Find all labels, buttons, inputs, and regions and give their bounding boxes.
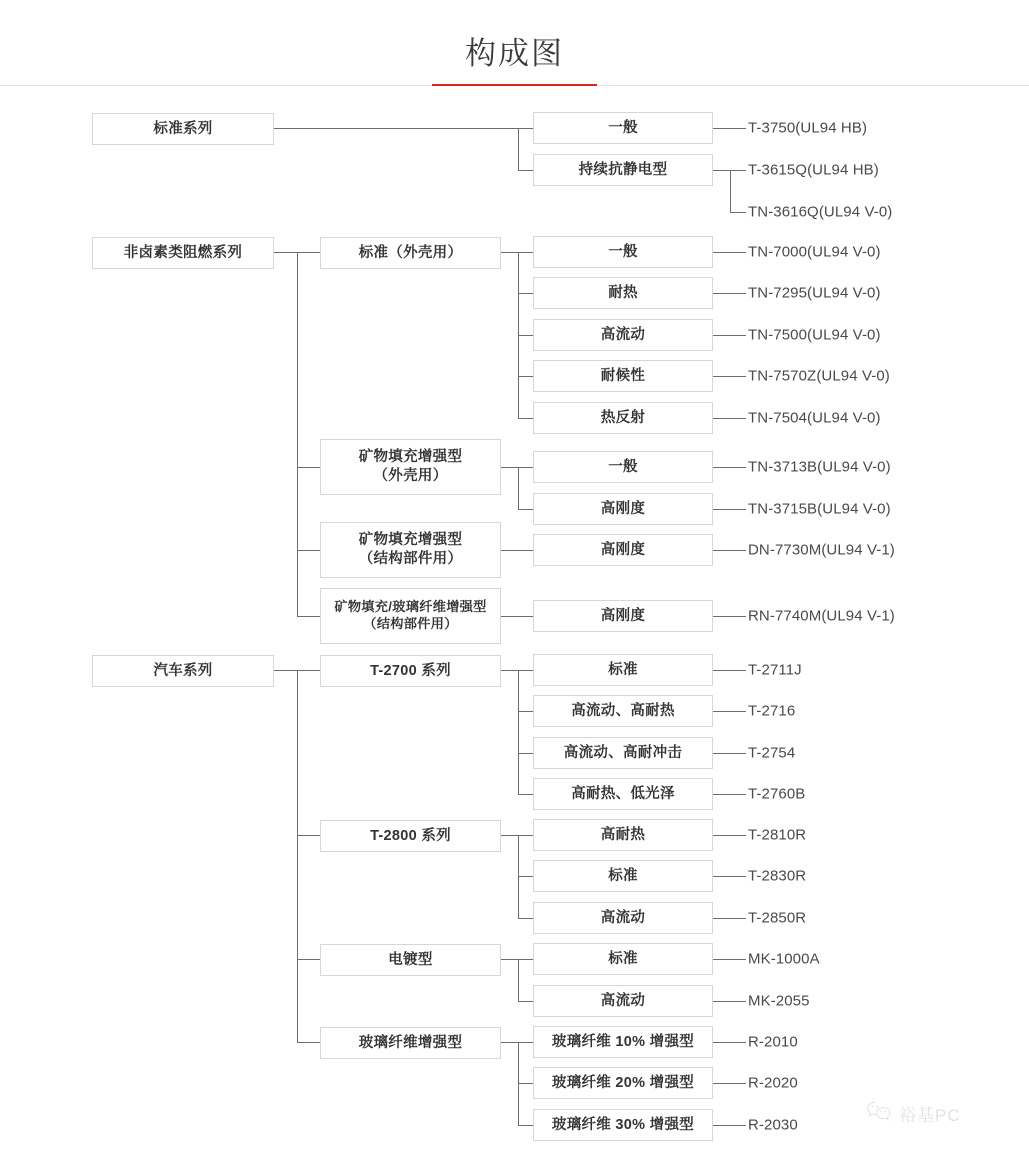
category-mf-gf-structural-rigidity[interactable]: 高刚度 [533, 600, 713, 632]
leaf-code: TN-3715B(UL94 V-0) [748, 500, 891, 518]
connector [518, 293, 533, 294]
group-label-standard-series[interactable]: 标准系列 [92, 113, 274, 145]
category-mf-structural-rigidity[interactable]: 高刚度 [533, 534, 713, 566]
watermark-text: 裕基PC [899, 1106, 961, 1125]
connector [713, 550, 746, 551]
connector [297, 616, 320, 617]
leaf-code: MK-2055 [748, 992, 810, 1010]
category-t2700-flow-heat[interactable]: 高流动、高耐热 [533, 695, 713, 727]
leaf-code: TN-3616Q(UL94 V-0) [748, 203, 893, 221]
connector [518, 170, 533, 171]
category-standard-antistatic[interactable]: 持续抗静电型 [533, 154, 713, 186]
leaf-code: TN-7000(UL94 V-0) [748, 243, 881, 261]
category-gf-20[interactable]: 玻璃纤维 20% 增强型 [533, 1067, 713, 1099]
connector [297, 1042, 320, 1043]
connector [518, 959, 519, 1001]
connector [501, 467, 533, 468]
leaf-code: R-2010 [748, 1033, 798, 1051]
category-mf-housing-general[interactable]: 一般 [533, 451, 713, 483]
connector [713, 670, 746, 671]
connector [501, 835, 533, 836]
leaf-code: MK-1000A [748, 950, 820, 968]
connector [501, 616, 533, 617]
connector [297, 835, 320, 836]
connector [730, 170, 731, 212]
connector [713, 918, 746, 919]
connector [713, 128, 746, 129]
connector [518, 1125, 533, 1126]
category-hf-high-flow[interactable]: 高流动 [533, 319, 713, 351]
category-t2700-heat-low-gloss[interactable]: 高耐热、低光泽 [533, 778, 713, 810]
leaf-code: T-2760B [748, 785, 806, 803]
connector [501, 1042, 533, 1043]
connector [501, 550, 533, 551]
category-t2800-flow[interactable]: 高流动 [533, 902, 713, 934]
leaf-code: RN-7740M(UL94 V-1) [748, 607, 895, 625]
category-standard-general[interactable]: 一般 [533, 112, 713, 144]
connector [518, 753, 533, 754]
connector [713, 509, 746, 510]
leaf-code: DN-7730M(UL94 V-1) [748, 541, 895, 559]
category-t2800-standard[interactable]: 标准 [533, 860, 713, 892]
subgroup-mineral-filled-housing[interactable]: 矿物填充增强型 （外壳用） [320, 439, 501, 495]
connector [713, 1042, 746, 1043]
connector [713, 1083, 746, 1084]
connector [713, 794, 746, 795]
subgroup-t-2700-series[interactable]: T-2700 系列 [320, 655, 501, 687]
leaf-code: TN-7295(UL94 V-0) [748, 284, 881, 302]
leaf-code: TN-7570Z(UL94 V-0) [748, 367, 890, 385]
subgroup-mineral-filled-structural[interactable]: 矿物填充增强型 （结构部件用） [320, 522, 501, 578]
connector [518, 918, 533, 919]
category-t2800-heat[interactable]: 高耐热 [533, 819, 713, 851]
connector [501, 670, 533, 671]
category-gf-30[interactable]: 玻璃纤维 30% 增强型 [533, 1109, 713, 1141]
subgroup-standard-housing[interactable]: 标准（外壳用） [320, 237, 501, 269]
connector [713, 753, 746, 754]
connector [713, 1001, 746, 1002]
connector [297, 550, 320, 551]
connector [713, 959, 746, 960]
connector [713, 711, 746, 712]
connector [713, 835, 746, 836]
connector [713, 616, 746, 617]
leaf-code: R-2030 [748, 1116, 798, 1134]
connector [518, 128, 519, 170]
connector [518, 376, 533, 377]
leaf-code: TN-3713B(UL94 V-0) [748, 458, 891, 476]
group-label-halogen-free[interactable]: 非卤素类阻燃系列 [92, 237, 274, 269]
header-accent-underline [432, 84, 597, 86]
category-gf-10[interactable]: 玻璃纤维 10% 增强型 [533, 1026, 713, 1058]
connector [518, 876, 533, 877]
connector [713, 876, 746, 877]
category-t2700-flow-impact[interactable]: 高流动、高耐冲击 [533, 737, 713, 769]
connector [518, 467, 519, 509]
connector [518, 128, 533, 129]
wechat-icon [866, 1100, 892, 1127]
subgroup-t-2800-series[interactable]: T-2800 系列 [320, 820, 501, 852]
connector [297, 252, 298, 616]
leaf-code: T-2810R [748, 826, 807, 844]
leaf-code: T-2711J [748, 661, 802, 679]
subgroup-glass-fiber-reinforced[interactable]: 玻璃纤维增强型 [320, 1027, 501, 1059]
connector [713, 418, 746, 419]
connector [730, 212, 746, 213]
category-plating-flow[interactable]: 高流动 [533, 985, 713, 1017]
connector [713, 170, 731, 171]
connector [274, 128, 518, 129]
watermark [866, 1100, 961, 1127]
leaf-code: T-2850R [748, 909, 807, 927]
connector [518, 711, 533, 712]
group-label-automotive[interactable]: 汽车系列 [92, 655, 274, 687]
connector [501, 252, 533, 253]
connector [518, 335, 533, 336]
connector [713, 1125, 746, 1126]
category-t2700-standard[interactable]: 标准 [533, 654, 713, 686]
leaf-code: TN-7504(UL94 V-0) [748, 409, 881, 427]
connector [713, 467, 746, 468]
leaf-code: T-2830R [748, 867, 807, 885]
leaf-code: TN-7500(UL94 V-0) [748, 326, 881, 344]
category-plating-standard[interactable]: 标准 [533, 943, 713, 975]
connector [297, 959, 320, 960]
leaf-code: T-2716 [748, 702, 796, 720]
connector [297, 670, 298, 1042]
subgroup-electroplating-type[interactable]: 电镀型 [320, 944, 501, 976]
connector [518, 418, 533, 419]
leaf-code: R-2020 [748, 1074, 798, 1092]
category-mf-housing-rigidity[interactable]: 高刚度 [533, 493, 713, 525]
connector [518, 509, 533, 510]
connector [518, 794, 533, 795]
connector [518, 1083, 533, 1084]
connector [713, 293, 746, 294]
leaf-code: T-3615Q(UL94 HB) [748, 161, 879, 179]
connector [518, 670, 519, 794]
leaf-code: T-2754 [748, 744, 796, 762]
category-hf-reflective[interactable]: 热反射 [533, 402, 713, 434]
connector [518, 1001, 533, 1002]
connector [297, 467, 320, 468]
category-hf-general[interactable]: 一般 [533, 236, 713, 268]
subgroup-mineral-glassfiber-structural[interactable]: 矿物填充/玻璃纤维增强型 （结构部件用） [320, 588, 501, 644]
connector [713, 376, 746, 377]
connector [730, 170, 746, 171]
connector [713, 335, 746, 336]
connector [501, 959, 533, 960]
page-title: 构成图 [465, 36, 564, 71]
leaf-code: T-3750(UL94 HB) [748, 119, 868, 137]
connector [713, 252, 746, 253]
category-hf-weather[interactable]: 耐候性 [533, 360, 713, 392]
category-hf-heat[interactable]: 耐热 [533, 277, 713, 309]
